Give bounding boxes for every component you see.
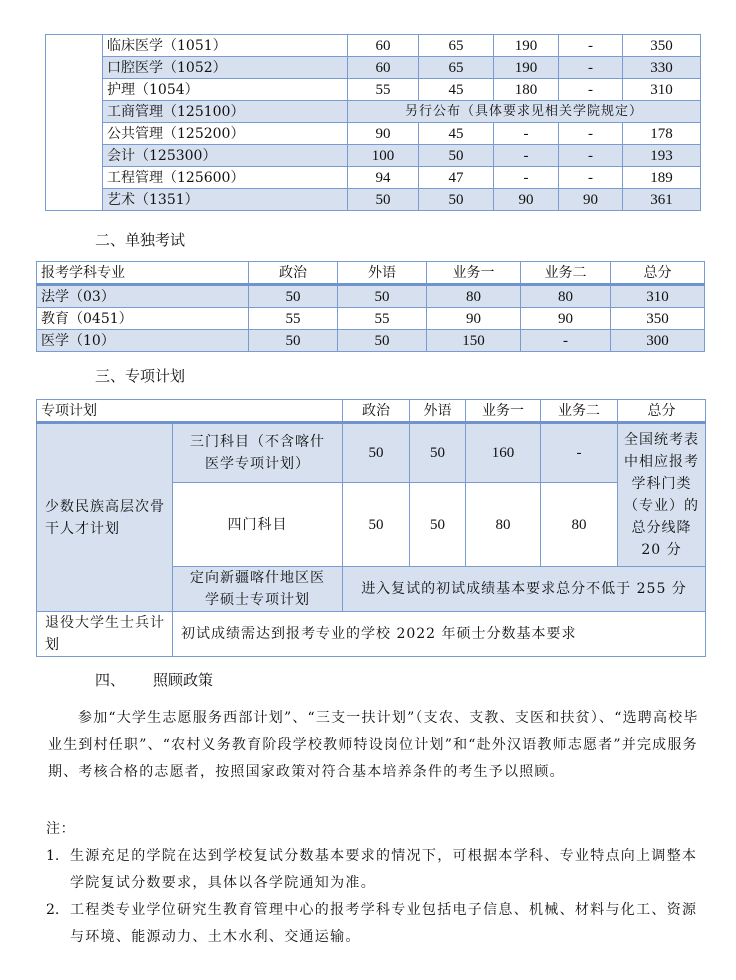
table-row — [46, 35, 701, 57]
major-name: 临床医学（1051） — [103, 35, 348, 57]
separate-exam-table — [36, 261, 705, 352]
column-header: 报考学科专业 — [37, 262, 249, 285]
note-number: 1. — [46, 848, 60, 864]
sub-plan-label: 定向新疆喀什地区医学硕士专项计划 — [173, 567, 343, 612]
table-row — [37, 308, 705, 330]
table-row — [37, 423, 706, 483]
note-item — [46, 897, 708, 951]
language-score: 55 — [338, 308, 427, 330]
total-score: 350 — [623, 35, 701, 57]
politics-score: 60 — [348, 57, 419, 79]
table-row — [46, 145, 701, 167]
major-name: 工程管理（125600） — [103, 167, 348, 189]
section-title: 照顾政策 — [153, 671, 214, 689]
subject1-score: 180 — [494, 79, 559, 101]
care-policy-paragraph: 参加“大学生志愿服务西部计划”、“三支一扶计划”（支农、支教、支医和扶贫）、“选聘高校毕业生到村任职”、“农村义务教育阶段学校教师特设岗位计划”和“赴外汉语教师志愿者”并完成服务期、考核合格的志愿者，按照国家政策对符合基本培养条件的考生予以照顾。 — [48, 710, 699, 780]
politics-score: 50 — [343, 483, 410, 567]
subject1-score: - — [494, 167, 559, 189]
language-score: 45 — [419, 123, 494, 145]
sub-plan-note: 进入复试的初试成绩基本要求总分不低于 255 分 — [343, 567, 706, 612]
group-label: 少数民族高层次骨干人才计划 — [37, 423, 173, 612]
note-number: 2. — [46, 902, 60, 918]
politics-score: 94 — [348, 167, 419, 189]
note-text: 生源充足的学院在达到学校复试分数基本要求的情况下，可根据本学科、专业特点向上调整本学院复试分数要求，具体以各学院通知为准。 — [70, 848, 698, 891]
table-row — [37, 285, 705, 308]
table-row — [46, 57, 701, 79]
language-score: 50 — [410, 423, 466, 483]
veteran-plan-note: 初试成绩需达到报考专业的学校 2022 年硕士分数基本要求 — [173, 612, 706, 657]
subject2-score: - — [541, 423, 618, 483]
language-score: 50 — [419, 189, 494, 211]
politics-score: 50 — [348, 189, 419, 211]
major-name: 工商管理（125100） — [103, 101, 348, 123]
major-name: 会计（125300） — [103, 145, 348, 167]
subject2-score: 90 — [559, 189, 623, 211]
total-score: 310 — [611, 285, 705, 308]
table-header-row — [37, 262, 705, 285]
column-header: 总分 — [618, 400, 706, 423]
column-header: 业务一 — [427, 262, 521, 285]
subject2-score: - — [559, 79, 623, 101]
table-row — [46, 167, 701, 189]
total-score: 189 — [623, 167, 701, 189]
category-cell — [46, 35, 103, 211]
subject1-score: 80 — [427, 285, 521, 308]
subject2-score: - — [559, 57, 623, 79]
major-name: 艺术（1351） — [103, 189, 348, 211]
total-score: 178 — [623, 123, 701, 145]
total-score: 361 — [623, 189, 701, 211]
column-header: 外语 — [338, 262, 427, 285]
table-row — [37, 330, 705, 352]
total-score: 350 — [611, 308, 705, 330]
subject2-score: - — [559, 35, 623, 57]
note-text: 工程类专业学位研究生教育管理中心的报考学科专业包括电子信息、机械、材料与化工、资源与环境、能源动力、土木水利、交通运输。 — [70, 902, 698, 945]
merged-note: 另行公布（具体要求见相关学院规定） — [348, 101, 701, 123]
language-score: 50 — [419, 145, 494, 167]
subject1-score: - — [494, 145, 559, 167]
subject2-score: 80 — [521, 285, 611, 308]
subject1-score: 150 — [427, 330, 521, 352]
column-header: 专项计划 — [37, 400, 343, 423]
subject1-score: - — [494, 123, 559, 145]
language-score: 65 — [419, 35, 494, 57]
major-name: 口腔医学（1052） — [103, 57, 348, 79]
veteran-plan-label: 退役大学生士兵计划 — [37, 612, 173, 657]
column-header: 业务二 — [541, 400, 618, 423]
total-score: 300 — [611, 330, 705, 352]
section-heading-special-plan: 三、专项计划 — [95, 367, 186, 385]
politics-score: 100 — [348, 145, 419, 167]
table-row — [46, 123, 701, 145]
special-plan-table — [36, 399, 706, 657]
subject1-score: 90 — [494, 189, 559, 211]
major-name: 公共管理（125200） — [103, 123, 348, 145]
subject1-score: 190 — [494, 57, 559, 79]
politics-score: 55 — [348, 79, 419, 101]
language-score: 50 — [338, 285, 427, 308]
subject2-score: - — [559, 145, 623, 167]
column-header: 业务二 — [521, 262, 611, 285]
section-heading-separate-exam: 二、单独考试 — [95, 231, 186, 249]
subject2-score: - — [559, 123, 623, 145]
column-header: 政治 — [343, 400, 410, 423]
subject2-score: - — [559, 167, 623, 189]
major-name: 医学（10） — [37, 330, 249, 352]
subject1-score: 160 — [466, 423, 541, 483]
total-score: 330 — [623, 57, 701, 79]
column-header: 业务一 — [466, 400, 541, 423]
subject1-score: 80 — [466, 483, 541, 567]
section-number: 四、 — [95, 671, 126, 689]
column-header: 外语 — [410, 400, 466, 423]
subject1-score: 90 — [427, 308, 521, 330]
major-name: 教育（0451） — [37, 308, 249, 330]
politics-score: 60 — [348, 35, 419, 57]
politics-score: 50 — [249, 285, 338, 308]
language-score: 45 — [419, 79, 494, 101]
table-row — [46, 189, 701, 211]
sub-plan-label: 三门科目（不含喀什医学专项计划） — [173, 423, 343, 483]
table-row — [37, 612, 706, 657]
table-row — [46, 101, 701, 123]
politics-score: 55 — [249, 308, 338, 330]
table-header-row — [37, 400, 706, 423]
column-header: 总分 — [611, 262, 705, 285]
total-score: 193 — [623, 145, 701, 167]
sub-plan-label: 四门科目 — [173, 483, 343, 567]
language-score: 65 — [419, 57, 494, 79]
language-score: 50 — [338, 330, 427, 352]
note-item — [46, 843, 708, 897]
subject2-score: - — [521, 330, 611, 352]
politics-score: 90 — [348, 123, 419, 145]
language-score: 47 — [419, 167, 494, 189]
table-row — [46, 79, 701, 101]
total-note: 全国统考表中相应报考学科门类（专业）的总分线降 20 分 — [618, 423, 706, 567]
major-name: 护理（1054） — [103, 79, 348, 101]
notes-label: 注： — [46, 821, 76, 837]
major-name: 法学（03） — [37, 285, 249, 308]
subject2-score: 90 — [521, 308, 611, 330]
section-heading-care-policy — [95, 669, 213, 690]
language-score: 50 — [410, 483, 466, 567]
score-table-continued — [45, 34, 701, 211]
column-header: 政治 — [249, 262, 338, 285]
politics-score: 50 — [343, 423, 410, 483]
politics-score: 50 — [249, 330, 338, 352]
total-score: 310 — [623, 79, 701, 101]
subject2-score: 80 — [541, 483, 618, 567]
subject1-score: 190 — [494, 35, 559, 57]
